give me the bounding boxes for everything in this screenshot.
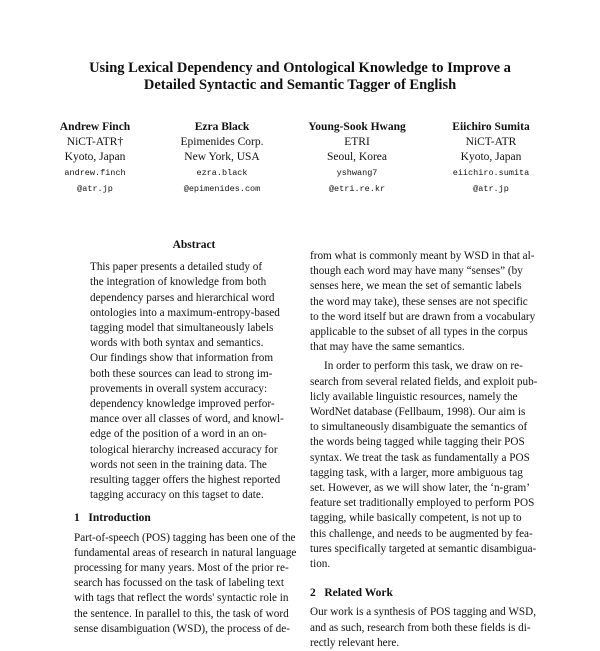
author-email-domain: @atr.jp — [473, 184, 509, 194]
left-column — [74, 238, 300, 637]
body-line: tagging task, with a larger, more ambiguous tag — [310, 466, 523, 479]
body-paragraph-1 — [310, 249, 536, 355]
author-affiliation: Epimenides Corp. — [180, 136, 264, 148]
related-work-heading: 2 Related Work — [310, 587, 393, 600]
author-location: Seoul, Korea — [326, 151, 388, 163]
author-email-user: yshwang7 — [336, 168, 378, 178]
author-affiliation: ETRI — [344, 136, 370, 148]
body-line: tagging, while basically competent, is not up to — [310, 512, 522, 525]
right-column — [310, 249, 538, 651]
body-line: applicable to the subset of all types in the corpus — [310, 326, 528, 339]
body-line: to simultaneously disambiguate the semantics of — [310, 421, 528, 434]
author-affiliation: NiCT-ATR† — [66, 136, 124, 148]
abstract-line: edge of the position of a word in an on- — [90, 428, 267, 441]
abstract-line: words with both syntax and semantics. — [90, 337, 264, 350]
abstract-line: dependency parses and hierarchical word — [90, 291, 275, 304]
author-name: Eiichiro Sumita — [452, 121, 530, 133]
body-line: to the word itself but are drawn from a vocabulary — [310, 310, 536, 323]
author-email-user: ezra.black — [196, 168, 248, 178]
body-line: senses here, we mean the set of semantic labels — [310, 280, 522, 293]
author-name: Andrew Finch — [59, 121, 131, 133]
abstract-line: dependency knowledge improved perfor- — [90, 398, 275, 411]
author-location: Kyoto, Japan — [460, 151, 522, 163]
body-line: this challenge, and needs to be augmented by fea- — [310, 527, 533, 540]
body-line: set. However, as we will show later, the ‘n-gram’ — [310, 482, 530, 495]
abstract-line: the integration of knowledge from both — [90, 276, 267, 289]
body-line: licly available linguistic resources, namely the — [310, 390, 518, 403]
author-name: Ezra Black — [194, 121, 250, 133]
author-email-domain: @etri.re.kr — [328, 184, 386, 194]
title-line-1: Using Lexical Dependency and Ontological Knowledge to Improve a — [89, 60, 511, 76]
body-line: rectly relevant here. — [310, 636, 400, 649]
intro-line: with tags that reflect the words' syntactic role in — [74, 592, 289, 605]
body-line: the words being tagged while tagging their POS — [310, 436, 525, 449]
abstract-line: tagging model that simultaneously labels — [90, 322, 274, 335]
author-affiliation: NiCT-ATR — [465, 136, 517, 148]
body-paragraph-2 — [310, 359, 538, 572]
author-location: Kyoto, Japan — [64, 151, 126, 163]
author-finch — [30, 120, 160, 197]
intro-heading: 1 Introduction — [74, 512, 151, 525]
intro-body — [74, 531, 300, 637]
abstract-line: ontologies into a maximum-entropy-based — [90, 306, 280, 319]
abstract-line: provements in overall system accuracy: — [90, 382, 268, 395]
author-email-domain: @atr.jp — [77, 184, 113, 194]
body-line: feature set traditionally employed to perform POS — [310, 497, 535, 510]
intro-line: Part-of-speech (POS) tagging has been one of the — [74, 531, 296, 544]
body-line: tures specifically targeted at semantic disambigua- — [310, 542, 537, 555]
abstract-line: mance over all classes of word, and knowl- — [90, 413, 284, 426]
author-name: Young-Sook Hwang — [308, 121, 406, 133]
body-line: the word may take), these senses are not specific — [310, 295, 528, 308]
abstract-line: resulting tagger offers the highest reported — [90, 474, 281, 487]
author-black — [157, 120, 287, 197]
body-line: tion. — [310, 558, 331, 571]
intro-line: the sentence. In parallel to this, the task of word — [74, 607, 289, 620]
intro-line: sense disambiguation (WSD), the process of de- — [74, 622, 290, 635]
body-line: syntax. We treat the task as fundamentally a POS — [310, 451, 530, 464]
body-line: WordNet database (Fellbaum, 1998). Our aim is — [310, 406, 526, 419]
title-line-2: Detailed Syntactic and Semantic Tagger of English — [143, 77, 457, 93]
author-email-user: eiichiro.sumita — [452, 168, 530, 178]
abstract-line: tagging accuracy on this tagset to date. — [90, 489, 264, 502]
body-line: and as such, research from both these fields is di- — [310, 621, 531, 634]
body-line: from what is commonly meant by WSD in that al- — [310, 250, 535, 262]
intro-line: processing for many years. Most of the prior re- — [74, 562, 289, 575]
paper-title — [40, 60, 560, 94]
author-sumita — [426, 120, 556, 197]
author-hwang — [292, 120, 422, 197]
body-line: Our work is a synthesis of POS tagging and WSD, — [310, 606, 537, 619]
body-line: that may have the same semantics. — [310, 341, 465, 354]
intro-line: fundamental areas of research in natural language — [74, 546, 297, 559]
abstract-body — [88, 260, 300, 503]
abstract-line: This paper presents a detailed study of — [90, 261, 263, 274]
body-line: search from several related fields, and exploit pub- — [310, 375, 538, 388]
abstract-line: Our findings show that information from — [90, 352, 274, 365]
abstract-line: tological hierarchy increased accuracy for — [90, 443, 278, 456]
author-location: New York, USA — [184, 151, 260, 163]
body-line: though each word may have many “senses” (by — [310, 265, 523, 278]
abstract-line: both these sources can lead to strong im- — [90, 367, 273, 380]
author-email-domain: @epimenides.com — [183, 184, 261, 194]
abstract-line: words not seen in the training data. The — [90, 458, 267, 471]
author-email-user: andrew.finch — [64, 168, 126, 178]
intro-line: search has focussed on the task of labeling text — [74, 577, 285, 590]
related-work-body — [310, 605, 537, 651]
body-line: In order to perform this task, we draw on re- — [324, 360, 523, 373]
abstract-heading: Abstract — [172, 239, 216, 251]
